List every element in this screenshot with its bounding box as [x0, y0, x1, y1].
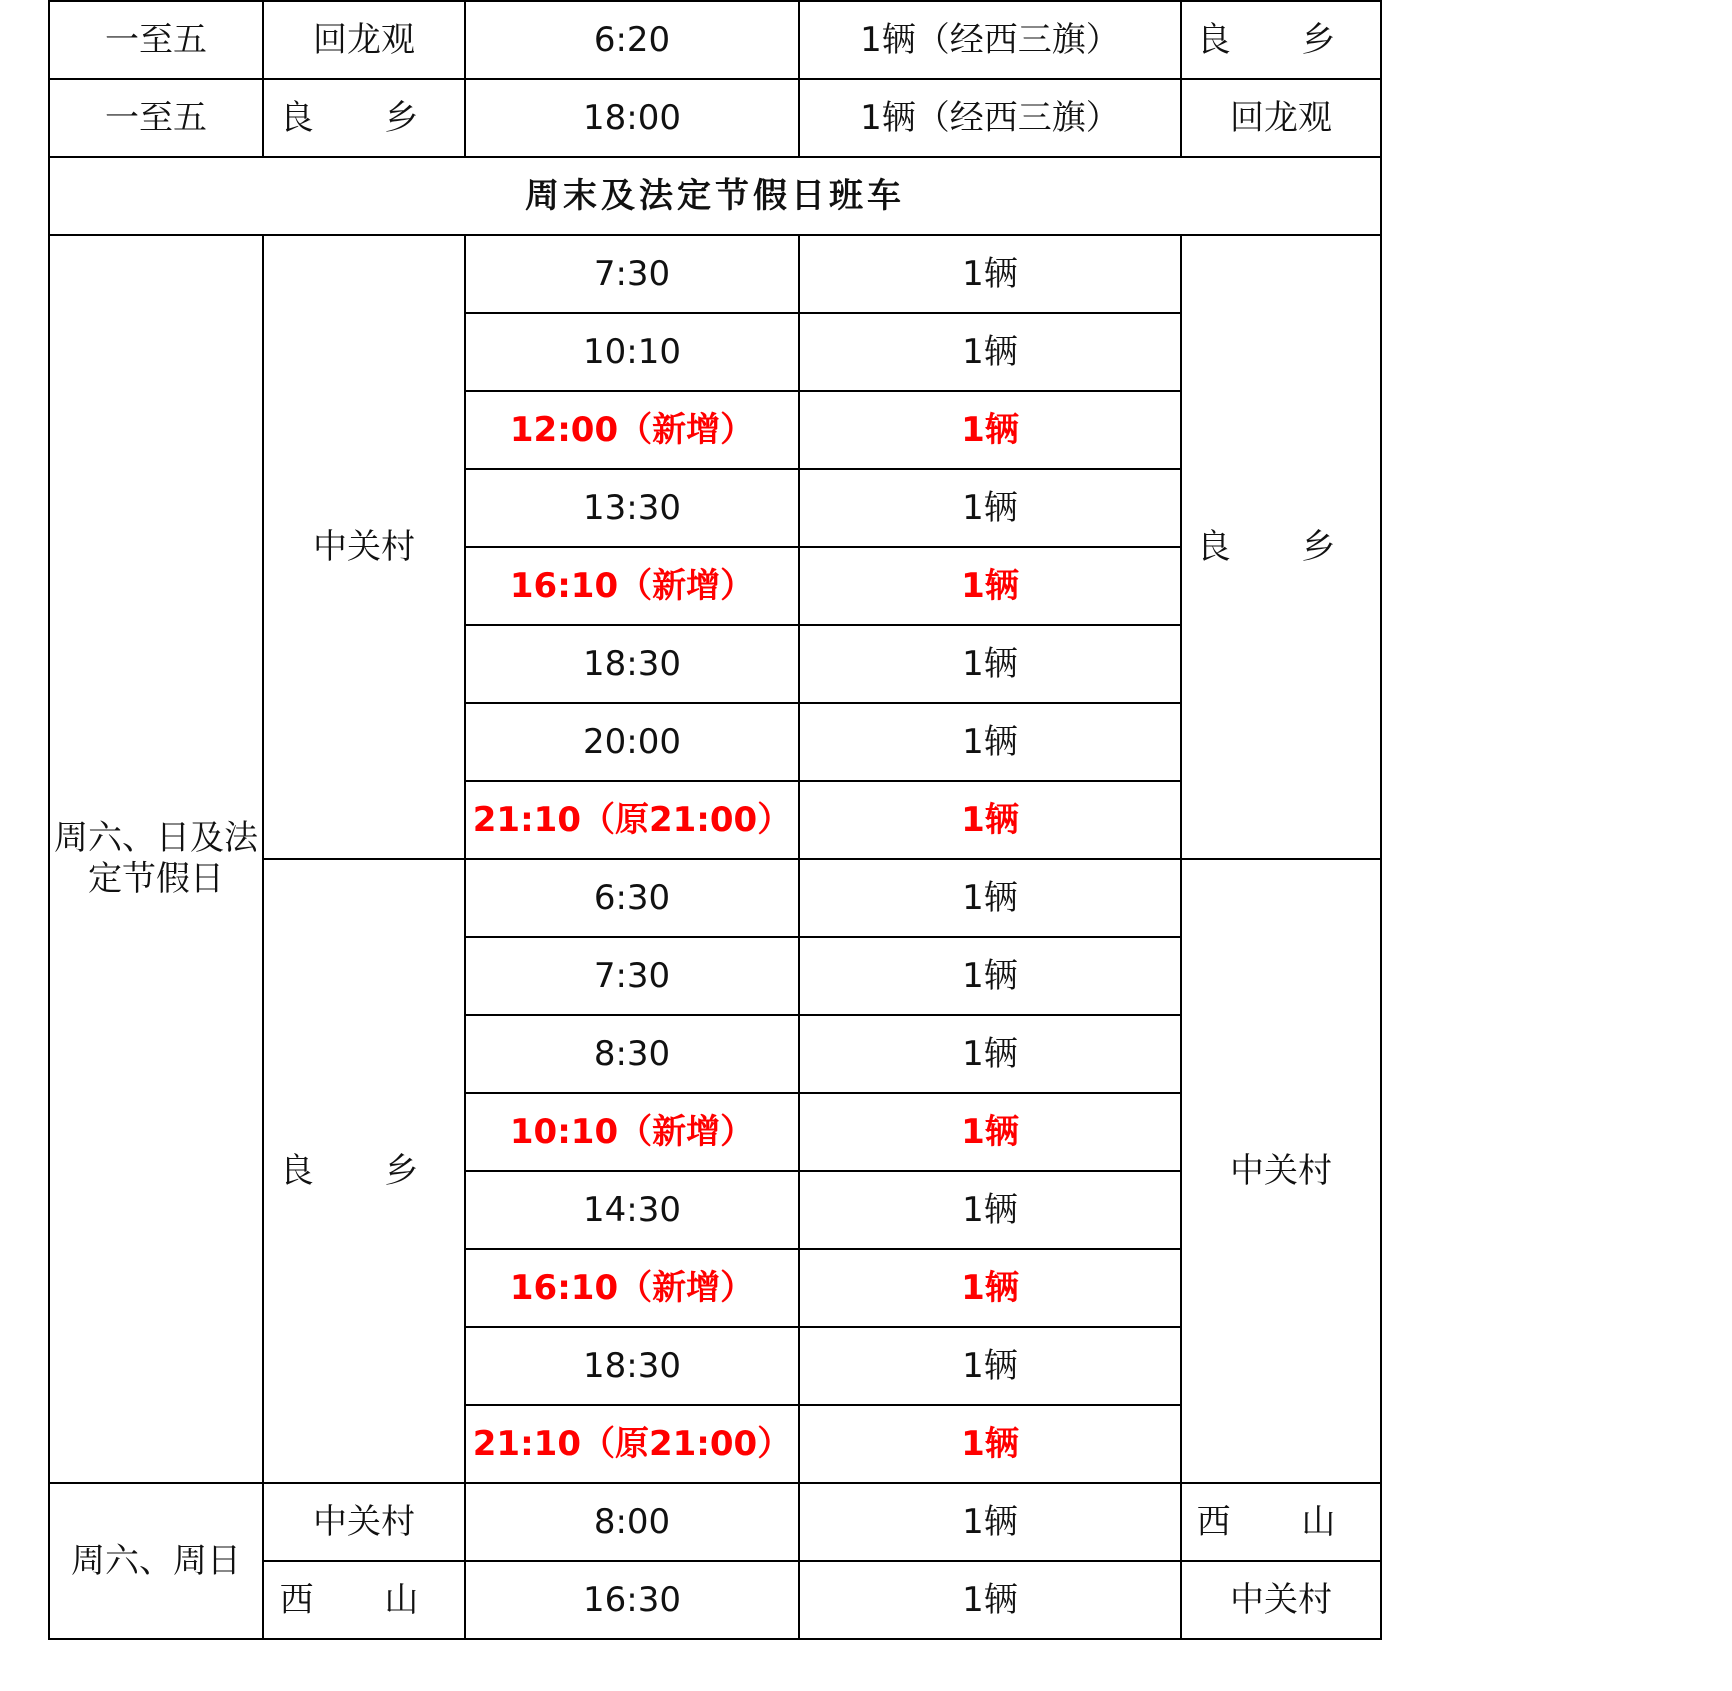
days-cell: 周六、日及法定节假日 — [49, 235, 263, 1483]
vehicle-count-cell: 1辆（经西三旗） — [799, 1, 1181, 79]
vehicle-count-cell: 1辆 — [799, 703, 1181, 781]
schedule-body — [49, 1, 1381, 1639]
departure-time-cell: 12:00（新增） — [465, 391, 799, 469]
departure-time-cell: 8:30 — [465, 1015, 799, 1093]
departure-time-cell: 18:30 — [465, 625, 799, 703]
section-header: 周末及法定节假日班车 — [49, 157, 1381, 235]
vehicle-count-cell: 1辆 — [799, 469, 1181, 547]
departure-time-cell: 21:10（原21:00） — [465, 781, 799, 859]
vehicle-count-cell: 1辆 — [799, 1093, 1181, 1171]
departure-time-cell: 7:30 — [465, 235, 799, 313]
departure-time-cell: 6:20 — [465, 1, 799, 79]
destination-cell: 回龙观 — [1181, 79, 1381, 157]
days-cell: 一至五 — [49, 1, 263, 79]
table-row — [49, 235, 1381, 313]
vehicle-count-cell: 1辆 — [799, 391, 1181, 469]
departure-time-cell: 16:30 — [465, 1561, 799, 1639]
departure-time-cell: 18:30 — [465, 1327, 799, 1405]
days-cell: 周六、周日 — [49, 1483, 263, 1639]
origin-cell: 回龙观 — [263, 1, 465, 79]
departure-time-cell: 7:30 — [465, 937, 799, 1015]
table-row — [49, 1, 1381, 79]
vehicle-count-cell: 1辆 — [799, 937, 1181, 1015]
departure-time-cell: 18:00 — [465, 79, 799, 157]
vehicle-count-cell: 1辆 — [799, 1483, 1181, 1561]
departure-time-cell: 14:30 — [465, 1171, 799, 1249]
vehicle-count-cell: 1辆（经西三旗） — [799, 79, 1181, 157]
vehicle-count-cell: 1辆 — [799, 781, 1181, 859]
vehicle-count-cell: 1辆 — [799, 1405, 1181, 1483]
vehicle-count-cell: 1辆 — [799, 313, 1181, 391]
vehicle-count-cell: 1辆 — [799, 235, 1181, 313]
departure-time-cell: 10:10 — [465, 313, 799, 391]
destination-cell: 中关村 — [1181, 859, 1381, 1483]
departure-time-cell: 8:00 — [465, 1483, 799, 1561]
vehicle-count-cell: 1辆 — [799, 1561, 1181, 1639]
table-row — [49, 1483, 1381, 1561]
origin-cell: 西 山 — [263, 1561, 465, 1639]
departure-time-cell: 6:30 — [465, 859, 799, 937]
departure-time-cell: 13:30 — [465, 469, 799, 547]
origin-cell: 良 乡 — [263, 859, 465, 1483]
vehicle-count-cell: 1辆 — [799, 1249, 1181, 1327]
origin-cell: 良 乡 — [263, 79, 465, 157]
destination-cell: 中关村 — [1181, 1561, 1381, 1639]
destination-cell: 西 山 — [1181, 1483, 1381, 1561]
vehicle-count-cell: 1辆 — [799, 625, 1181, 703]
origin-cell: 中关村 — [263, 235, 465, 859]
destination-cell: 良 乡 — [1181, 1, 1381, 79]
departure-time-cell: 20:00 — [465, 703, 799, 781]
table-row — [49, 79, 1381, 157]
bus-schedule-table — [48, 0, 1382, 1640]
departure-time-cell: 16:10（新增） — [465, 547, 799, 625]
departure-time-cell: 16:10（新增） — [465, 1249, 799, 1327]
vehicle-count-cell: 1辆 — [799, 1171, 1181, 1249]
destination-cell: 良 乡 — [1181, 235, 1381, 859]
departure-time-cell: 21:10（原21:00） — [465, 1405, 799, 1483]
vehicle-count-cell: 1辆 — [799, 1327, 1181, 1405]
departure-time-cell: 10:10（新增） — [465, 1093, 799, 1171]
vehicle-count-cell: 1辆 — [799, 1015, 1181, 1093]
vehicle-count-cell: 1辆 — [799, 859, 1181, 937]
origin-cell: 中关村 — [263, 1483, 465, 1561]
vehicle-count-cell: 1辆 — [799, 547, 1181, 625]
days-cell: 一至五 — [49, 79, 263, 157]
section-header-row — [49, 157, 1381, 235]
